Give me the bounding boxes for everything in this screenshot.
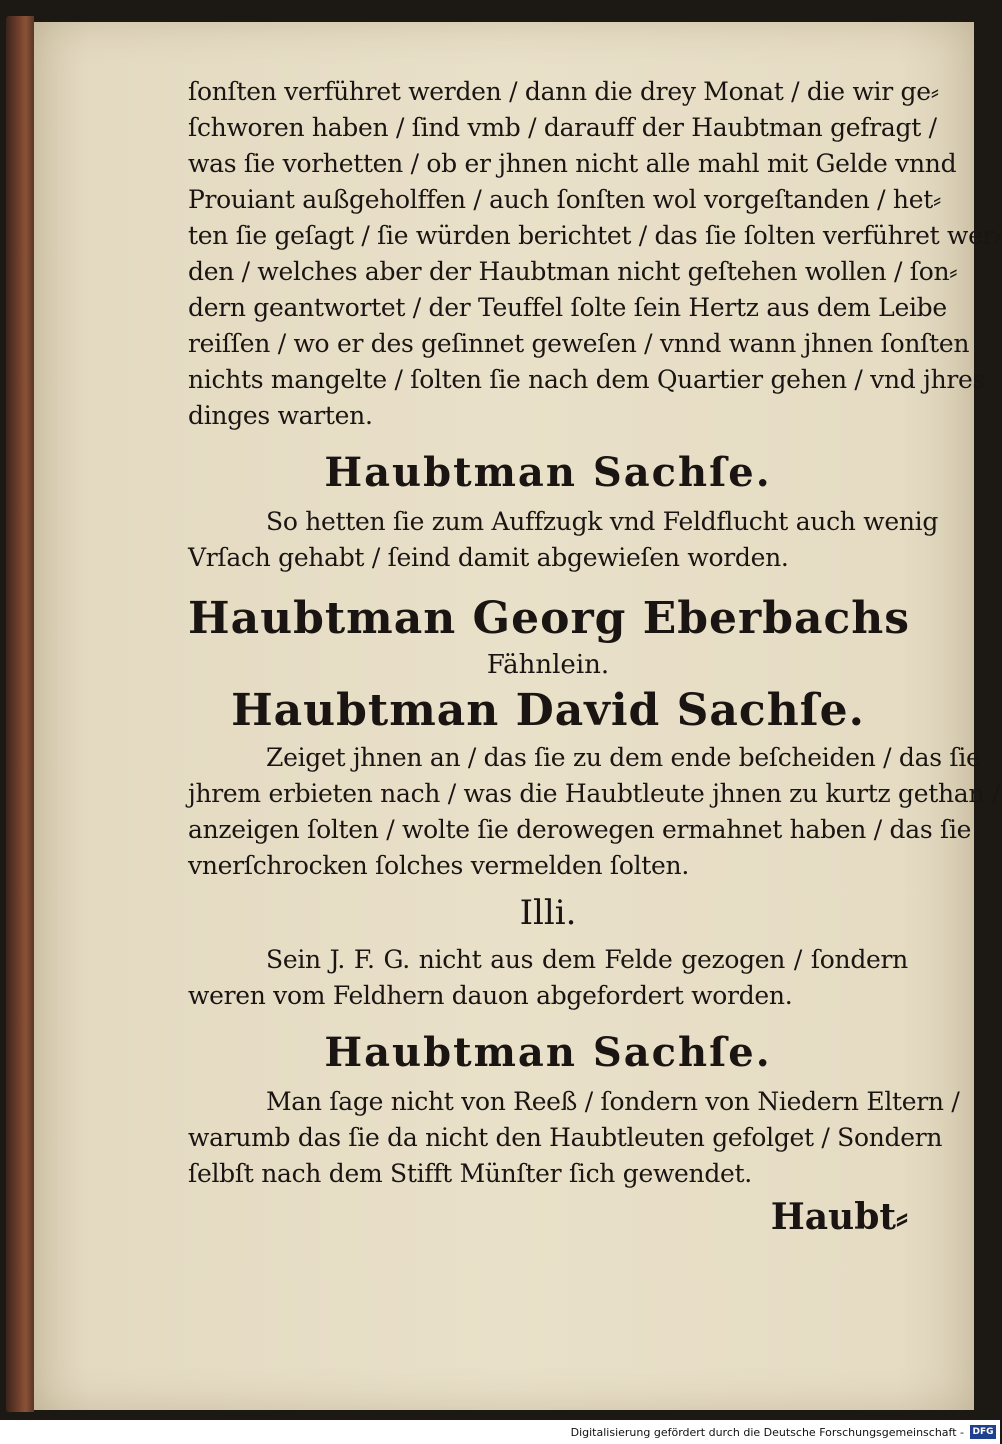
catchword: Haubt⸗	[770, 1196, 908, 1238]
text-line: nichts mangelte / ſolten ſie nach dem Quartier gehen / vnd jhres	[188, 365, 986, 394]
section-heading: Haubtman Georg Eberbachs	[188, 593, 911, 644]
text-line: ſchworen haben / ſind vmb / darauff der Haubtman gefragt /	[188, 113, 937, 142]
page-text	[188, 74, 1002, 1242]
text-line: ten ſie geſagt / ſie würden berichtet / das ſie ſolten verführet wer⸗	[188, 221, 1002, 250]
text-line: Zeiget jhnen an / das ſie zu dem ende beſcheiden / das ſie	[266, 743, 981, 772]
funding-credit: Digitalisierung gefördert durch die Deutsche Forschungsgemeinschaft -	[570, 1425, 964, 1439]
text-line: ſelbſt nach dem Stifft Münſter ſich gewendet.	[188, 1159, 752, 1188]
text-line: dinges warten.	[188, 401, 373, 430]
text-line: was ſie vorhetten / ob er jhnen nicht alle mahl mit Gelde vnnd	[188, 149, 957, 178]
section-heading: Haubtman Sachſe.	[324, 449, 772, 496]
speaker-heading: Illi.	[519, 893, 577, 933]
section-subheading: Fähnlein.	[486, 650, 610, 680]
text-line: anzeigen ſolten / wolte ſie derowegen ermahnet haben / das ſie	[188, 815, 972, 844]
text-line: dern geantwortet / der Teuffel ſolte ſein Hertz aus dem Leibe	[188, 293, 947, 322]
dfg-logo: DFG	[970, 1425, 996, 1439]
book-edge	[6, 16, 34, 1412]
text-line: Man ſage nicht von Reeß / ſondern von Niedern Eltern /	[266, 1087, 960, 1116]
text-line: Prouiant außgeholffen / auch ſonſten wol vorgeſtanden / het⸗	[188, 185, 941, 214]
text-line: ſonſten verführet werden / dann die drey Monat / die wir ge⸗	[188, 77, 939, 106]
text-line: Vrſach gehabt / ſeind damit abgewieſen worden.	[188, 543, 789, 572]
text-line: So hetten ſie zum Auffzugk vnd Feldflucht auch wenig	[266, 507, 939, 536]
text-line: reiſſen / wo er des geſinnet geweſen / vnnd wann jhnen ſonſten	[188, 329, 970, 358]
text-line: vnerſchrocken ſolches vermelden ſolten.	[188, 851, 689, 880]
text-line: den / welches aber der Haubtman nicht geſtehen wollen / ſon⸗	[188, 257, 958, 286]
text-line: Sein J. F. G. nicht aus dem Felde gezogen / ſondern	[266, 945, 908, 974]
text-line: jhrem erbieten nach / was die Haubtleute jhnen zu kurtz gethan /	[188, 779, 1000, 808]
text-line: weren vom Feldhern dauon abgefordert worden.	[188, 981, 793, 1010]
section-heading: Haubtman Sachſe.	[324, 1029, 772, 1076]
footer-bar	[0, 1420, 1000, 1444]
section-heading: Haubtman David Sachſe.	[231, 685, 865, 736]
text-line: warumb das ſie da nicht den Haubtleuten gefolget / Sondern	[188, 1123, 943, 1152]
